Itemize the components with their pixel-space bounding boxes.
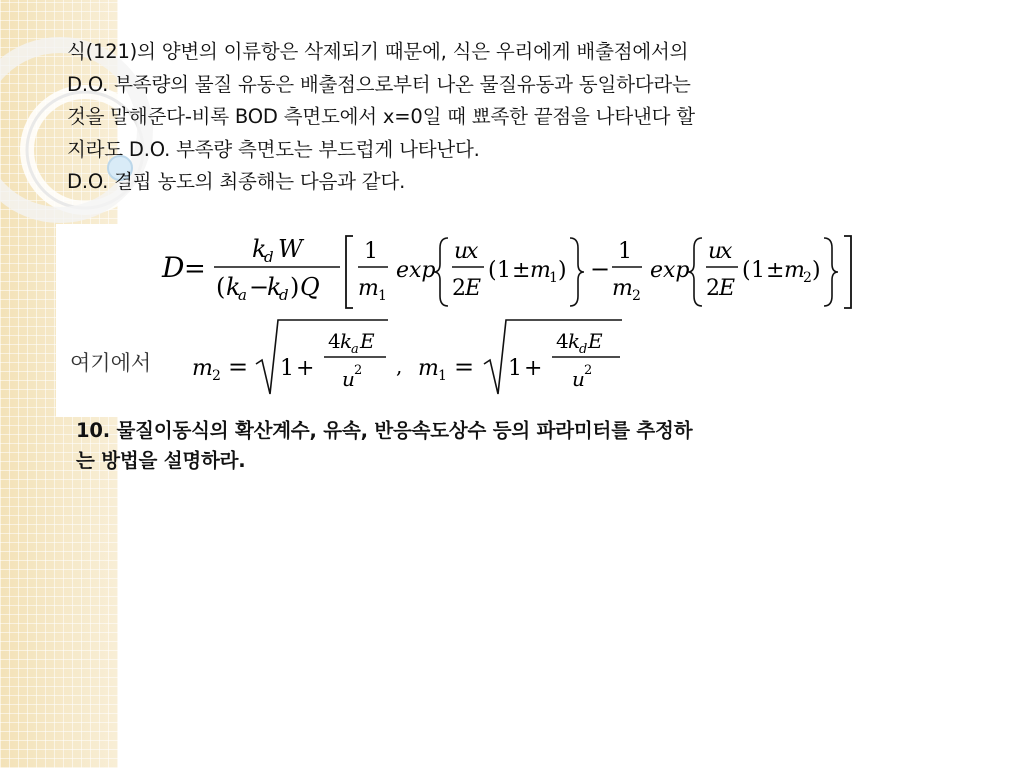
svg-text:E: E [360,329,375,353]
svg-text:): ) [558,258,567,283]
svg-text:u: u [342,367,355,391]
svg-text:x: x [466,239,479,264]
svg-text:2: 2 [212,368,221,384]
svg-text:): ) [812,258,821,283]
formula-D: D [162,251,185,284]
svg-text:k: k [267,273,282,301]
svg-text:d: d [579,342,588,357]
formula-equals: = [184,254,206,284]
svg-text:1: 1 [364,239,378,264]
svg-text:1: 1 [549,270,558,286]
svg-text:m: m [612,276,633,301]
svg-text:m: m [358,276,379,301]
body-line-1: 식(121)의 양변의 이류항은 삭제되기 때문에, 식은 우리에게 배출점에서의 [67,40,689,63]
svg-text:u: u [708,239,723,264]
svg-text:u: u [454,239,469,264]
svg-text:): ) [290,273,300,301]
body-text [67,36,927,199]
m2-definition [192,320,388,394]
svg-text:2: 2 [584,363,593,378]
svg-text:(: ( [488,258,497,283]
svg-text:1: 1 [508,356,522,381]
body-line-4: 지라도 D.O. 부족량 측면도는 부드럽게 나타난다. [67,137,480,161]
svg-text:±: ± [512,258,531,283]
svg-text:=: = [228,353,249,381]
svg-text:1: 1 [280,356,294,381]
svg-text:+: + [524,356,543,381]
svg-text:4: 4 [328,329,341,353]
body-line-3: 것을 말해준다-비록 BOD 측면도에서 x=0일 때 뾰족한 끝점을 나타낸다 할 [67,105,695,128]
svg-text:d: d [264,248,274,266]
svg-text:exp: exp [396,258,436,283]
svg-text:E: E [719,276,736,301]
svg-text:m: m [784,258,805,283]
svg-text:1: 1 [378,288,387,304]
m1-definition [418,320,622,394]
svg-text:Q: Q [300,273,320,301]
question-text-1: 물질이동식의 확산계수, 유속, 반응속도상수 등의 파라미터를 추정하 [116,419,693,442]
question-line-1 [76,416,916,446]
formula-svg [56,224,912,417]
question-line-2: 는 방법을 설명하라. [76,449,246,472]
svg-text:exp: exp [650,258,690,283]
formula-comma: , [396,354,403,378]
svg-text:m: m [418,356,439,381]
question-number: 10. [76,419,110,442]
svg-text:d: d [279,286,289,304]
svg-text:2: 2 [354,363,363,378]
svg-text:E: E [588,329,603,353]
svg-text:−: − [249,273,270,301]
formula-image [56,224,912,417]
svg-text:k: k [340,329,353,353]
svg-text:a: a [351,342,359,357]
svg-text:(: ( [742,258,751,283]
svg-text:u: u [572,367,585,391]
svg-text:E: E [465,276,482,301]
svg-text:1: 1 [751,258,765,283]
svg-text:1: 1 [497,258,511,283]
svg-text:m: m [192,356,213,381]
svg-text:a: a [238,286,247,304]
svg-text:±: ± [766,258,785,283]
question-block [76,416,916,476]
svg-text:k: k [252,235,267,263]
svg-text:+: + [296,356,315,381]
where-label: 여기에서 [70,351,152,375]
svg-text:2: 2 [632,288,641,304]
svg-text:k: k [568,329,581,353]
svg-text:−: − [590,255,611,283]
body-line-2: D.O. 부족량의 물질 유동은 배출점으로부터 나온 물질유동과 동일하다라는 [67,72,691,96]
svg-text:W: W [278,235,303,263]
svg-text:2: 2 [706,276,720,301]
body-line-5: D.O. 결핍 농도의 최종해는 다음과 같다. [67,170,406,193]
svg-text:4: 4 [556,329,569,353]
svg-text:1: 1 [438,368,447,384]
svg-text:x: x [720,239,733,264]
svg-text:(: ( [216,273,226,301]
svg-text:2: 2 [803,270,812,286]
svg-text:1: 1 [618,239,632,264]
svg-text:=: = [454,353,475,381]
main-equation [161,235,851,308]
svg-text:m: m [530,258,551,283]
svg-text:2: 2 [452,276,466,301]
svg-text:k: k [226,273,241,301]
